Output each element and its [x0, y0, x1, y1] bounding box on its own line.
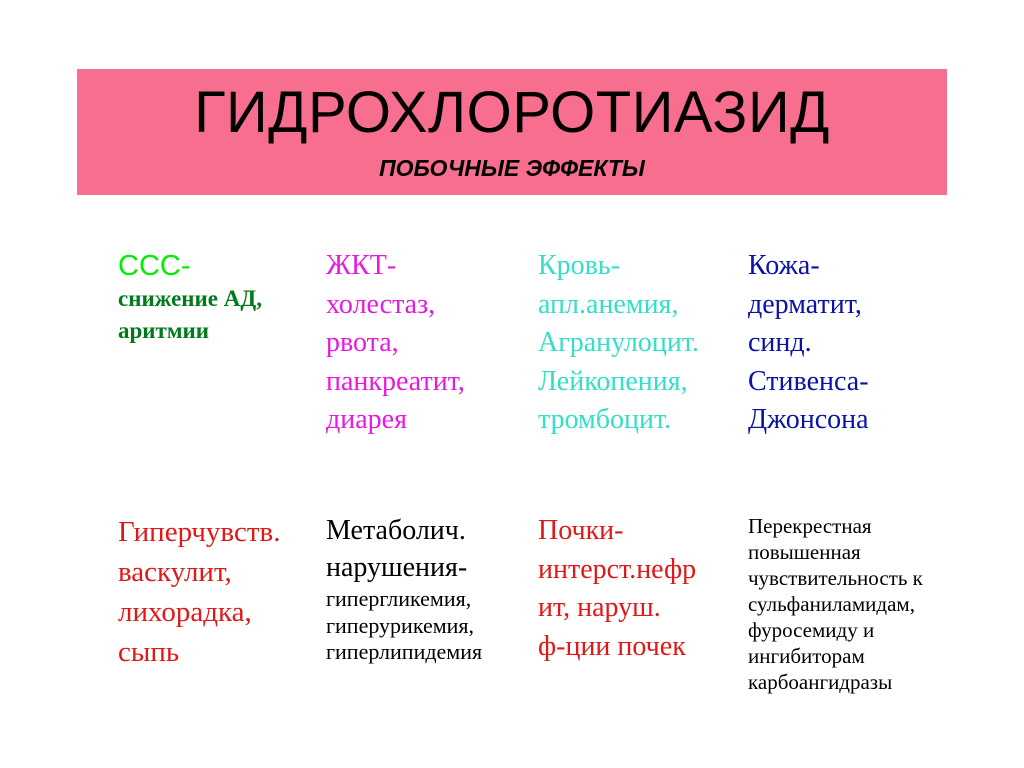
effect-line: снижение АД, — [118, 286, 262, 311]
effect-line: карбоангидразы — [748, 670, 893, 694]
effect-heading: ЖКТ- — [326, 250, 397, 281]
effect-cardiovascular — [118, 249, 262, 347]
effect-line: аритмии — [118, 318, 210, 343]
effect-line: рвота, — [326, 327, 399, 358]
effect-blood — [538, 247, 699, 440]
effect-heading: нарушения- — [326, 552, 468, 583]
effect-line: интерст.нефр — [538, 553, 697, 585]
effect-heading: ССС- — [118, 250, 191, 282]
page-title: ГИДРОХЛОРОТИАЗИД — [194, 80, 830, 145]
effect-line: Агранулоцит. — [538, 327, 699, 358]
effect-line: лихорадка, — [118, 596, 252, 628]
effect-line: гиперурикемия, — [326, 612, 475, 638]
effect-line: синд. — [748, 327, 812, 358]
effect-line: повышенная — [748, 540, 861, 564]
page-subtitle: ПОБОЧНЫЕ ЭФФЕКТЫ — [379, 155, 645, 181]
effect-line: сыпь — [118, 636, 180, 668]
effect-line: Лейкопения, — [538, 365, 688, 397]
effect-line: тромбоцит. — [538, 404, 672, 435]
effect-line: панкреатит, — [326, 365, 465, 397]
effect-heading: Гиперчувств. — [118, 516, 281, 548]
effect-line: сульфаниламидам, — [748, 592, 915, 616]
effect-hypersensitivity — [118, 512, 280, 672]
effect-skin — [748, 247, 869, 440]
effect-heading: Кровь- — [538, 250, 620, 281]
effect-line: ингибиторам — [748, 644, 865, 668]
effect-line: Джонсона — [748, 404, 869, 435]
effect-heading: Кожа- — [748, 250, 820, 281]
effect-line: чувствительность к — [748, 566, 923, 590]
effect-line: апл.анемия, — [538, 288, 679, 320]
effect-line: диарея — [326, 404, 407, 435]
effect-line: фуросемиду и — [748, 618, 875, 642]
effect-line: гипергликемия, — [326, 586, 472, 611]
effect-heading: Почки- — [538, 515, 624, 546]
effect-line: дерматит, — [748, 288, 862, 320]
effect-line: васкулит, — [118, 556, 232, 588]
effect-heading: Метаболич. — [326, 515, 466, 546]
effect-gastrointestinal — [326, 247, 465, 440]
effect-line: Перекрестная — [748, 514, 872, 538]
effect-line: ит, наруш. — [538, 592, 661, 623]
effect-line: холестаз, — [326, 288, 436, 320]
effect-line: гиперлипидемия — [326, 639, 483, 664]
effect-metabolic — [326, 512, 482, 666]
effect-line: Стивенса- — [748, 365, 869, 397]
effect-line: ф-ции почек — [538, 630, 686, 662]
effect-cross-sensitivity — [748, 513, 923, 695]
effect-kidney — [538, 512, 696, 666]
